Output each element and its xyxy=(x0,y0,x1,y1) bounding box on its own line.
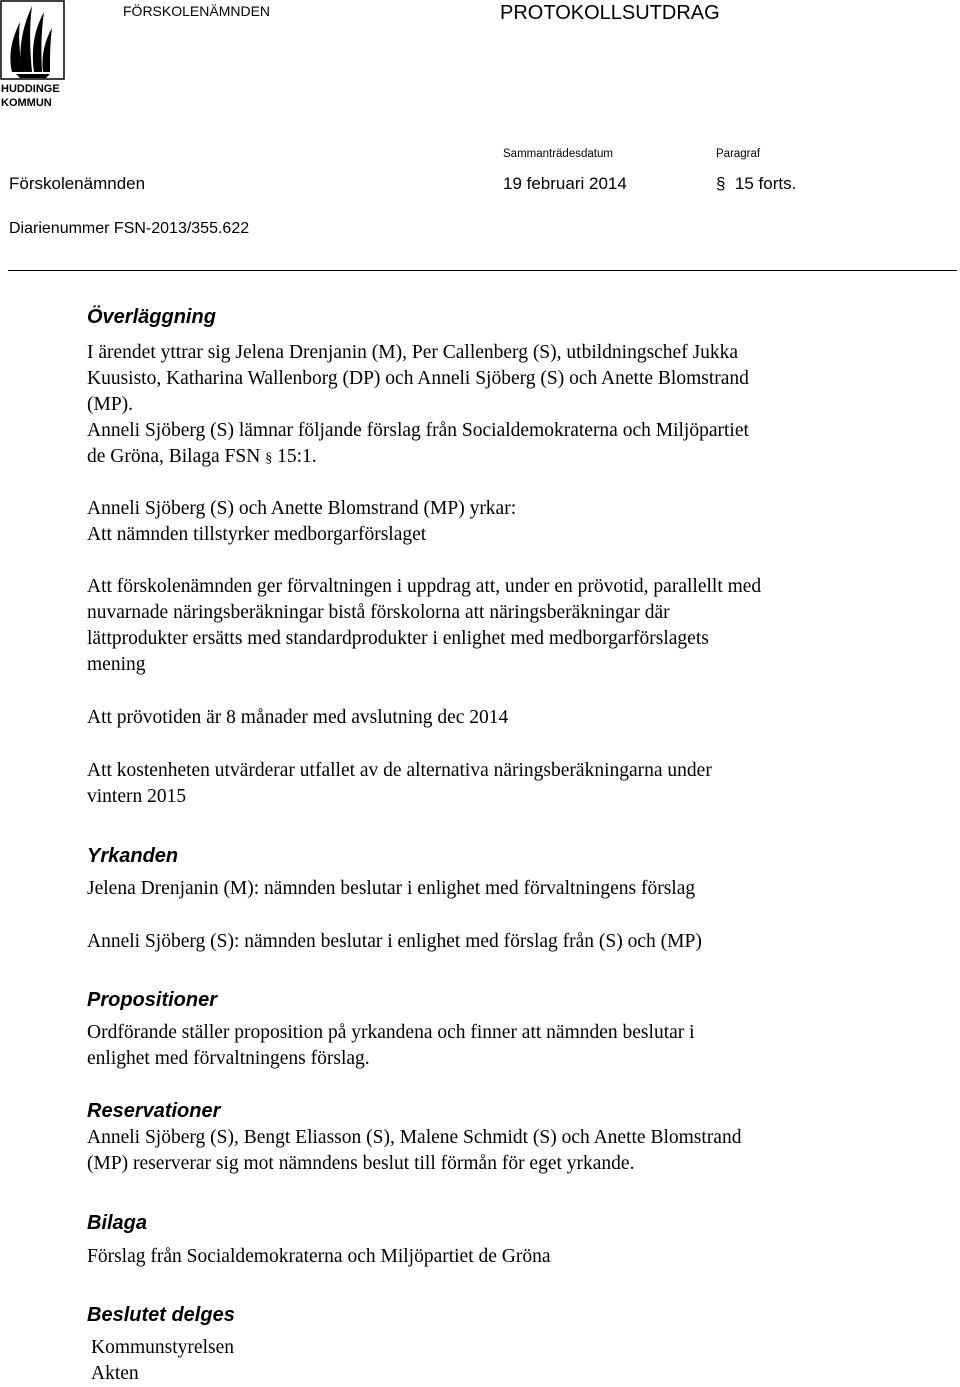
text-line: Ordförande ställer proposition på yrkandena och finner att nämnden beslutar i xyxy=(87,1022,695,1043)
text-line: Anneli Sjöberg (S) och Anette Blomstrand (MP) yrkar: xyxy=(87,498,517,519)
heading-overlaggning: Överläggning xyxy=(87,306,216,328)
text-line xyxy=(87,444,749,472)
bilaga-text: Förslag från Socialdemokraterna och Miljöpartiet de Gröna xyxy=(87,1246,551,1267)
text-line: Kuusisto, Katharina Wallenborg (DP) och Anneli Sjöberg (S) och Anette Blomstrand xyxy=(87,368,749,389)
text-line: enlighet med förvaltningens förslag. xyxy=(87,1048,370,1069)
bilaga-ref-text: de Gröna, Bilaga FSN xyxy=(87,446,261,467)
yrkanden-line-2: Anneli Sjöberg (S): nämnden beslutar i enlighet med förslag från (S) och (MP) xyxy=(87,931,702,952)
meeting-date: 19 februari 2014 xyxy=(503,174,627,193)
committee-name: FÖRSKOLENÄMNDEN xyxy=(123,3,271,19)
heading-reservationer: Reservationer xyxy=(87,1100,221,1122)
text-line: mening xyxy=(87,654,146,675)
text-line: Att kostenheten utvärderar utfallet av de alternativa näringsberäkningarna under xyxy=(87,760,712,781)
text-line: nuvarnade näringsberäkningar bistå förskolorna att näringsberäkningar där xyxy=(87,602,670,623)
paragraph-value: 15 forts. xyxy=(734,174,797,193)
text-line: (MP). xyxy=(87,394,134,415)
header-divider xyxy=(8,270,957,271)
list-item: Kommunstyrelsen xyxy=(91,1337,234,1358)
text-line: Att nämnden tillstyrker medborgarförslaget xyxy=(87,524,427,545)
yrkar-point-2 xyxy=(87,705,508,731)
yrkar-point-1 xyxy=(87,574,761,678)
board-name: Förskolenämnden xyxy=(9,174,146,193)
text-line: Att prövotiden är 8 månader med avslutning dec 2014 xyxy=(87,707,509,728)
heading-yrkanden: Yrkanden xyxy=(87,845,179,867)
paragraph-sign: § xyxy=(716,174,726,193)
text-line: lättprodukter ersätts med standardprodukter i enlighet med medborgarförslagets xyxy=(87,628,709,649)
heading-bilaga: Bilaga xyxy=(87,1212,148,1234)
text-line: Anneli Sjöberg (S), Bengt Eliasson (S), Malene Schmidt (S) och Anette Blomstrand xyxy=(87,1127,742,1148)
propositioner-text xyxy=(87,1020,695,1072)
reservationer-text xyxy=(87,1125,741,1177)
document-type: PROTOKOLLSUTDRAG xyxy=(500,2,720,24)
paragraph-label: Paragraf xyxy=(716,148,761,160)
huddinge-kommun-logo xyxy=(0,0,66,108)
list-item: Akten xyxy=(91,1363,139,1384)
beslutet-delges-list xyxy=(91,1335,234,1387)
meeting-date-label: Sammanträdesdatum xyxy=(503,148,613,160)
paragraph-number xyxy=(716,174,796,194)
yrkar-intro xyxy=(87,496,516,548)
text-line: I ärendet yttrar sig Jelena Drenjanin (M), Per Callenberg (S), utbildningschef Jukka xyxy=(87,342,739,363)
diarie-number: Diarienummer FSN-2013/355.622 xyxy=(9,220,250,237)
text-line: Att förskolenämnden ger förvaltningen i uppdrag att, under en prövotid, parallellt med xyxy=(87,576,762,597)
logo-text-huddinge: HUDDINGE xyxy=(1,83,60,95)
yrkanden-line-1: Jelena Drenjanin (M): nämnden beslutar i enlighet med förvaltningens förslag xyxy=(87,878,696,899)
paragraph-sign: § xyxy=(265,451,273,466)
logo-text-kommun: KOMMUN xyxy=(1,97,52,108)
heading-propositioner: Propositioner xyxy=(87,989,218,1011)
text-line: Anneli Sjöberg (S) lämnar följande förslag från Socialdemokraterna och Miljöpartiet xyxy=(87,420,749,441)
yrkar-point-3 xyxy=(87,758,712,810)
bilaga-ref-number: 15:1. xyxy=(277,446,317,467)
text-line: (MP) reserverar sig mot nämndens beslut till förmån för eget yrkande. xyxy=(87,1153,635,1174)
text-line: vintern 2015 xyxy=(87,786,187,807)
heading-beslutet-delges: Beslutet delges xyxy=(87,1304,235,1326)
overlaggning-text xyxy=(87,340,749,472)
